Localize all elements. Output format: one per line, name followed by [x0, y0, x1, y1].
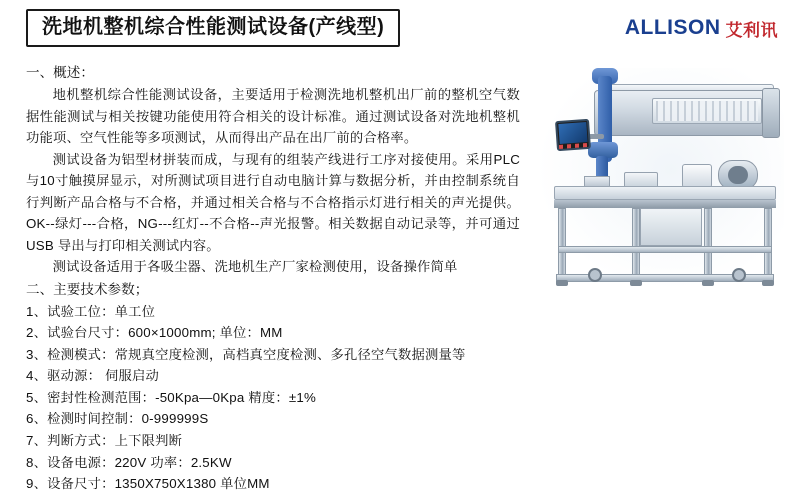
overview-heading: 一、概述：	[26, 65, 94, 80]
page-title: 洗地机整机综合性能测试设备(产线型)	[26, 9, 400, 47]
spec-item-9: 9、设备尺寸：1350X750X1380 单位MM	[26, 476, 270, 492]
caster-wheel	[588, 268, 602, 282]
machine-illustration	[532, 68, 784, 294]
caster-wheel	[732, 268, 746, 282]
chamber-grill	[656, 101, 758, 121]
work-table-top	[554, 186, 776, 200]
work-table-apron	[554, 200, 776, 208]
frame-foot	[556, 280, 568, 286]
overview-paragraph-3: 测试设备适用于各吸尘器、洗地机生产厂家检测使用，设备操作简单	[52, 259, 458, 275]
chamber-end-cap	[762, 88, 780, 138]
frame-leg	[558, 208, 566, 282]
specs-section	[26, 279, 784, 495]
frame-leg	[764, 208, 772, 282]
page-body	[0, 56, 800, 495]
frame-foot	[702, 280, 714, 286]
spec-item-4: 4、驱动源： 伺服启动	[26, 368, 159, 384]
machine-photo	[532, 68, 784, 294]
spec-item-7: 7、判断方式：上下限判断	[26, 433, 183, 448]
frame-foot	[630, 280, 642, 286]
hmi-screen	[558, 122, 587, 144]
brand-logo	[625, 16, 786, 41]
overview-paragraph-2: 测试设备为铝型材拼装而成，与现有的组装产线进行工序对接使用。采用PLC与10寸触摸屏显示，对所测试项目进行自动电脑计算与数据分析，并由控制系统自行判断产品合格与不合格，并通过相关合格与不合格指示灯进行相关的声光提供。OK--绿灯---合格，NG---红灯--不合格--声光报警。相关数据自动记录等，并可通过 USB 导出与打印相关测试内容。	[26, 151, 520, 253]
spec-item-2: 2、试验台尺寸：600×1000mm; 单位：MM	[26, 325, 283, 341]
fixture-block	[682, 164, 712, 188]
frame-rail-middle	[558, 246, 772, 253]
frame-leg	[632, 208, 640, 282]
frame-foot	[762, 280, 774, 286]
spec-item-5: 5、密封性检测范围：-50Kpa—0Kpa 精度：±1%	[26, 389, 316, 405]
page-header	[0, 0, 800, 56]
brand-name-cn: 艾利讯	[725, 20, 778, 40]
spec-item-1: 1、试验工位：单工位	[26, 303, 156, 319]
specs-heading: 二、主要技术参数；	[26, 281, 149, 297]
frame-leg	[704, 208, 712, 282]
lower-cabinet	[640, 208, 702, 246]
brand-name-en: ALLISON	[624, 16, 721, 39]
fixture-round-core	[728, 166, 748, 184]
overview-paragraph-1: 地机整机综合性能测试设备，主要适用于检测洗地机整机出厂前的整机空气数据性能测试与相关按键功能使用符合相关的设计标准。通过测试设备对洗地机整机功能项、空气性能等多项测试，从而得出产品在出厂前的合格率。	[26, 87, 520, 146]
spec-item-8: 8、设备电源：220V 功率：2.5KW	[26, 454, 232, 470]
spec-item-3: 3、检测模式：常规真空度检测，高档真空度检测、多孔径空气数据测量等	[26, 346, 466, 362]
spec-item-6: 6、检测时间控制：0-999999S	[26, 411, 209, 427]
